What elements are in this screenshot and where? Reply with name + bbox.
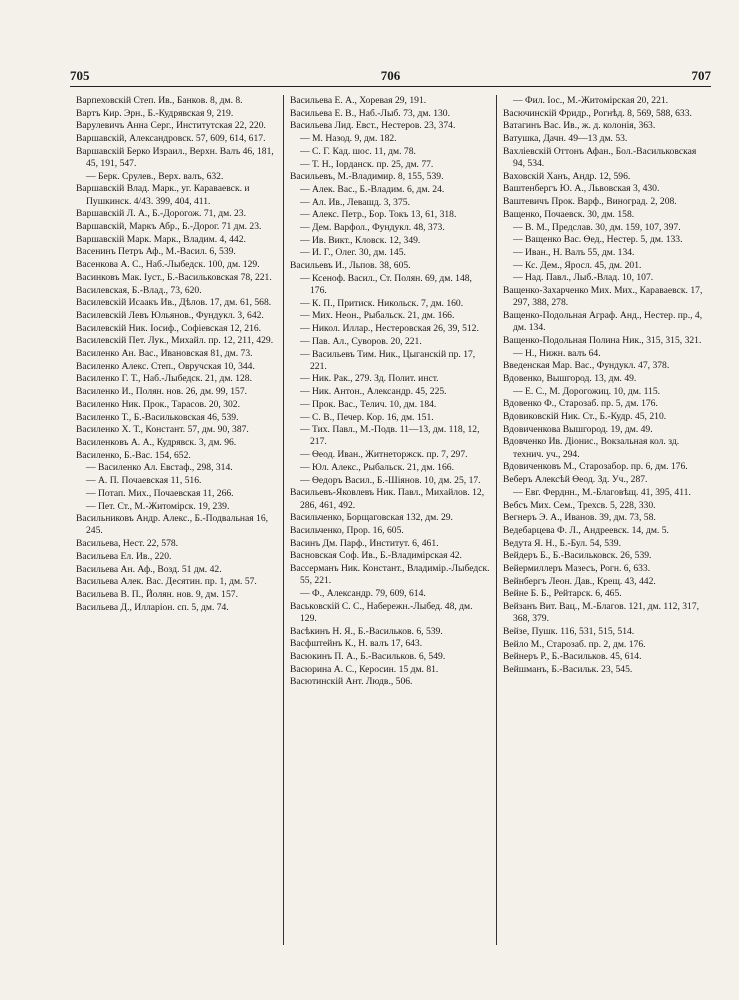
directory-entry: — Юл. Алекс., Рыбальск. 21, дм. 166. <box>300 461 454 473</box>
directory-entry: Васильева, Нест. 22, 578. <box>76 538 179 550</box>
directory-entry: — Ник. Рак., 279. Зд. Полит. инст. <box>300 373 439 385</box>
column-right <box>496 95 709 945</box>
directory-entry: Вейнеръ Р., Б.-Васильков. 45, 614. <box>503 651 642 663</box>
directory-entry: — Алекс. Петр., Бор. Токъ 13, 61, 318. <box>300 209 457 221</box>
directory-entry: Васѣкинъ Н. Я., Б.-Васильков. 6, 539. <box>290 625 443 637</box>
directory-entry: Вартъ Кир. Эрн., Б.-Кудрявская 9, 219. <box>76 107 234 119</box>
directory-entry: Вдовенко Ф., Старозаб. пр. 5, дм. 176. <box>503 398 658 410</box>
directory-entry: — Никол. Иллар., Нестеровская 26, 39, 512. <box>300 323 479 335</box>
directory-entry: Вейзанъ Вит. Вац., М.-Благов. 121, дм. 112, 317, 368, 379. <box>503 601 700 625</box>
directory-entry: Василенко Т., Б.-Васильковская 46, 539. <box>76 411 239 423</box>
directory-entry: — Ѳедоръ Васил., Б.-Шiянов. 10, дм. 25, 17. <box>300 474 481 486</box>
directory-entry: Вдовенко, Вышгород. 13, дм. 49. <box>503 372 637 384</box>
directory-columns <box>70 95 710 945</box>
directory-entry: — Н., Нижн. валъ 64. <box>513 347 601 359</box>
directory-entry: Василенко Г. Т., Наб.-Лыбедск. 21, дм. 128. <box>76 373 252 385</box>
directory-entry: Василенко, Б.-Вас. 154, 652. <box>76 449 191 461</box>
directory-entry: Варулевичъ Анна Серг., Институтская 22, 220. <box>76 120 266 132</box>
directory-entry: Васьковскiй С. С., Набережн.-Лыбед. 48, дм. 129. <box>290 600 473 624</box>
directory-entry: Вейне Б. Б., Рейтарск. 6, 465. <box>503 588 622 600</box>
directory-entry: Введенская Мар. Вас., Фундукл. 47, 378. <box>503 360 670 372</box>
directory-entry: Ведебарцева Ф. Л., Андреевск. 14, дм. 5. <box>503 524 669 536</box>
directory-entry: — Евг. Ферднн., М.-Благовѣщ. 41, 395, 411. <box>513 486 691 498</box>
directory-entry: Васновская Соф. Ив., Б.-Владимiрская 42. <box>290 550 462 562</box>
directory-entry: Васильниковъ Андр. Алекс., Б.-Подвальная 16, 245. <box>76 513 269 537</box>
directory-entry: — Василенко Ал. Евстаф., 298, 314. <box>86 462 233 474</box>
directory-entry: — И. Г., Олег. 30, дм. 145. <box>300 247 406 259</box>
directory-entry: — А. П. Почаевская 11, 516. <box>86 475 202 487</box>
directory-entry: Варшавскiй, Александровск. 57, 609, 614, 617. <box>76 133 266 145</box>
directory-entry: Вейнбергъ Леон. Дав., Крещ. 43, 442. <box>503 575 656 587</box>
directory-entry: Вассерманъ Ник. Констант., Владимiр.-Лыбедск. 55, 221. <box>290 563 490 587</box>
directory-entry: Васючинскiй Фридр., Рогнѣд. 8, 569, 588, 633. <box>503 107 692 119</box>
directory-entry: — Ващенко Вас. Ѳед., Нестер. 5, дм. 133. <box>513 234 683 246</box>
directory-entry: — Алек. Вас., Б.-Владим. 6, дм. 24. <box>300 183 445 195</box>
directory-entry: — Фил. Iос., М.-Житомiрская 20, 221. <box>513 95 669 106</box>
directory-entry: Варшавскiй Влад. Марк., уг. Караваевск. и Пушкинск. 4/43. 399, 404, 411. <box>76 183 250 207</box>
directory-entry: — Е. С., М. Дорогожиц. 10, дм. 115. <box>513 385 661 397</box>
directory-entry: Василевскiй Исаакъ Ив., Дѣлов. 17, дм. 61, 568. <box>76 297 272 309</box>
directory-entry: Вахлiевскiй Оттонъ Афан., Бол.-Васильковская 94, 534. <box>503 145 697 170</box>
directory-entry: — Ник. Антон., Александр. 45, 225. <box>300 386 447 398</box>
directory-entry: Васинъ Дм. Парф., Институт. 6, 461. <box>290 537 439 549</box>
directory-entry: Васильченко, Прор. 16, 605. <box>290 524 404 536</box>
directory-entry: Васюкинъ П. А., Б.-Васильков. 6, 549. <box>290 650 446 662</box>
directory-entry: Ващенко, Почаевск. 30, дм. 158. <box>503 208 635 220</box>
directory-entry: — Берк. Срулев., Верх. валъ, 632. <box>86 170 224 182</box>
directory-entry: Вебсъ Мих. Сем., Трехсв. 5, 228, 330. <box>503 499 656 511</box>
directory-entry: Василенко И., Полян. нов. 26, дм. 99, 157. <box>76 386 248 398</box>
directory-entry: Васюрина А. С., Керосин. 15 дм. 81. <box>290 663 439 675</box>
directory-entry: — Иван., Н. Валъ 55, дм. 134. <box>513 246 635 258</box>
directory-entry: — Над. Павл., Лыб.-Влад. 10, 107. <box>513 272 654 284</box>
directory-entry: Вдовиченкова Вышгород. 19, дм. 49. <box>503 423 653 435</box>
column-middle <box>283 95 496 945</box>
directory-entry: Вейдеръ Б., Б.-Васильковск. 26, 539. <box>503 550 652 562</box>
directory-entry: Васильева Ел. Ив., 220. <box>76 550 172 562</box>
directory-entry: — Пет. Ст., М.-Житомiрск. 19, 239. <box>86 500 230 512</box>
directory-entry: — Ал. Ив., Левашд. 3, 375. <box>300 196 410 208</box>
directory-entry: Васильевъ И., Льпов. 38, 605. <box>290 260 411 272</box>
directory-entry: Василенковъ А. А., Кудрявск. 3, дм. 96. <box>76 436 237 448</box>
directory-entry: Василевскiй Пет. Лук., Михайл. пр. 12, 211, 429. <box>76 335 274 347</box>
directory-entry: — Прок. Вас., Телич. 10, дм. 184. <box>300 398 437 410</box>
directory-entry: — Т. Н., Iорданск. пр. 25, дм. 77. <box>300 158 434 170</box>
directory-entry: Вейермиллеръ Мазесъ, Рогн. 6, 633. <box>503 563 651 575</box>
directory-entry: Василенко Ник. Прок., Тарасов. 20, 302. <box>76 398 240 410</box>
directory-entry: — С. В., Печер. Кор. 16, дм. 151. <box>300 411 434 423</box>
directory-entry: Васильева Д., Илларiон. сп. 5, дм. 74. <box>76 601 229 613</box>
page-number-right: 707 <box>691 68 711 83</box>
directory-entry: Васильева Ан. Аф., Возд. 51 дм. 42. <box>76 563 222 575</box>
directory-entry: Васильева Лид. Евст., Нестеров. 23, 374. <box>290 120 456 132</box>
directory-entry: Василенко Алекс. Степ., Овручская 10, 344. <box>76 360 255 372</box>
directory-entry: Васильева Е. В., Наб.-Лыб. 73, дм. 130. <box>290 107 451 119</box>
directory-entry: Василевскiй Ник. Iосиф., Софiевская 12, 216. <box>76 322 262 334</box>
directory-entry: Василенко Ан. Вас., Ивановская 81, дм. 73. <box>76 348 253 360</box>
directory-entry: Вейзе, Пушк. 116, 531, 515, 514. <box>503 626 635 638</box>
directory-entry: — Ив. Викт., Кловск. 12, 349. <box>300 234 421 246</box>
directory-entry: — Ѳеод. Иван., Житнеторжск. пр. 7, 297. <box>300 449 468 461</box>
directory-entry: Василевскiй Левъ Юльянов., Фундукл. 3, 642. <box>76 309 264 321</box>
directory-entry: — Пав. Ал., Суворов. 20, 221. <box>300 335 422 347</box>
directory-entry: Ващенко-Подольная Полина Ник., 315, 315, 321. <box>503 334 702 346</box>
directory-entry: Васильева В. П., Йолян. нов. 9, дм. 157. <box>76 588 238 600</box>
directory-entry: Ватагинъ Вас. Ив., ж. д. колонiя, 363. <box>503 120 656 132</box>
directory-entry: Васфштейнъ К., Н. валъ 17, 643. <box>290 638 423 650</box>
directory-entry: Васенкова А. С., Наб.-Лыбедск. 100, дм. 129. <box>76 259 260 271</box>
directory-entry: Ващенко-Захарченко Мих. Мих., Караваевск. 17, 297, 388, 278. <box>503 285 703 309</box>
directory-entry: Василенко Х. Т., Констант. 57, дм. 90, 387. <box>76 424 249 436</box>
directory-entry: Ватушка, Дачн. 49—13 дм. 53. <box>503 133 628 145</box>
directory-entry: — Васильевъ Тим. Ник., Цыганскiй пр. 17, 221. <box>300 348 476 372</box>
directory-entry: Веберъ Алексѣй Ѳеод. Зд. Уч., 287. <box>503 474 648 486</box>
directory-entry: — В. М., Предслав. 30, дм. 159, 107, 397. <box>513 221 681 233</box>
directory-entry: Васильевъ, М.-Владимир. 8, 155, 539. <box>290 171 444 183</box>
directory-entry: Ведута Я. Н., Б.-Бул. 54, 539. <box>503 537 622 549</box>
directory-entry: Васильченко, Борщаговская 132, дм. 29. <box>290 512 453 524</box>
directory-entry: Вегнеръ Э. А., Иванов. 39, дм. 73, 58. <box>503 512 656 524</box>
directory-entry: — Кс. Дем., Яросл. 45, дм. 201. <box>513 259 642 271</box>
directory-entry: Вейшманъ, Б.-Васильк. 23, 545. <box>503 664 633 676</box>
directory-entry: — Ксеноф. Васил., Ст. Полян. 69, дм. 148, 176. <box>300 272 472 297</box>
directory-entry: Ваштенбергъ Ю. А., Львовская 3, 430. <box>503 183 660 195</box>
directory-entry: Варшавскiй Берко Израил., Верхн. Валъ 46, 181, 45, 191, 547. <box>76 145 274 170</box>
directory-entry: Васинковъ Мак. Iуст., Б.-Васильковская 78, 221. <box>76 271 272 283</box>
directory-entry: — Ф., Александр. 79, 609, 614. <box>300 587 426 599</box>
directory-entry: Вейло М., Старозаб. пр. 2, дм. 176. <box>503 638 646 650</box>
directory-entry: — Потап. Мих., Почаевская 11, 266. <box>86 487 234 499</box>
directory-entry: Васенинъ Петръ Аф., М.-Васил. 6, 539. <box>76 246 236 258</box>
directory-entry: — Мих. Неон., Рыбальск. 21, дм. 166. <box>300 310 455 322</box>
directory-entry: — К. П., Притиск. Никольск. 7, дм. 160. <box>300 297 464 309</box>
directory-entry: — Тих. Павл., М.-Подв. 11—13, дм. 118, 12, 217. <box>300 424 480 448</box>
page-number-center: 706 <box>380 68 401 83</box>
page-header <box>70 64 711 87</box>
directory-entry: Вдовиченковъ М., Старозабор. пр. 6, дм. 176. <box>503 461 688 473</box>
directory-entry: Ваштевичъ Прок. Варф., Виноград. 2, 208. <box>503 196 677 208</box>
directory-entry: — С. Г. Кад. шос. 11, дм. 78. <box>300 145 416 157</box>
directory-entry: Варшавскiй, Маркъ Абр., Б.-Дорог. 71 дм. 23. <box>76 221 262 233</box>
directory-entry: Вдовиковскiй Ник. Ст., Б.-Кудр. 45, 210. <box>503 411 667 423</box>
directory-entry: Варшавскiй Л. А., Б.-Дорогож. 71, дм. 23. <box>76 208 246 220</box>
directory-entry: Васильевъ-Яковлевъ Ник. Павл., Михайлов. 12, 286, 461, 492. <box>290 487 485 511</box>
directory-entry: Васютинскiй Ант. Людв., 506. <box>290 676 413 688</box>
directory-entry: Васильева Е. А., Хоревая 29, 191. <box>290 95 427 106</box>
directory-entry: Варпеховскiй Степ. Ив., Банков. 8, дм. 8. <box>76 95 243 106</box>
page-number-left: 705 <box>70 68 90 83</box>
directory-entry: Василевская, Б.-Влад., 73, 620. <box>76 284 202 296</box>
directory-entry: — М. Назод. 9, дм. 182. <box>300 133 397 145</box>
column-left <box>70 95 283 945</box>
directory-entry: Вдовченко Ив. Дiонис., Вокзальная кол. зд. технич. уч., 294. <box>503 436 680 460</box>
directory-entry: Варшавскiй Марк. Марк., Владим. 4, 442. <box>76 233 246 245</box>
directory-entry: Ваховскiй Ханъ, Андр. 12, 596. <box>503 170 631 182</box>
directory-entry: — Дем. Варфол., Фундукл. 48, 373. <box>300 222 445 234</box>
directory-entry: Ващенко-Подольная Аграф. Анд., Нестер. пр., 4, дм. 134. <box>503 309 703 334</box>
directory-entry: Васильева Алек. Вас. Десятин. пр. 1, дм. 57. <box>76 576 257 588</box>
